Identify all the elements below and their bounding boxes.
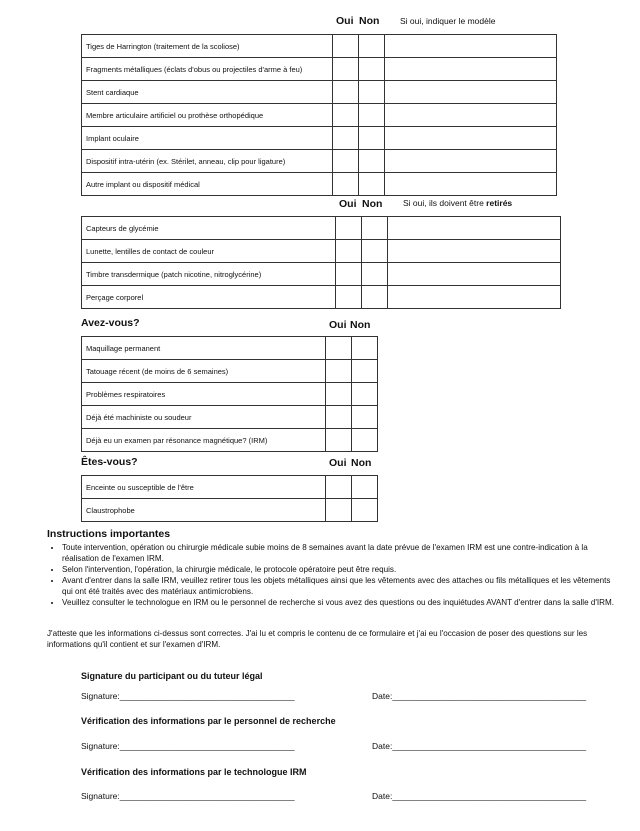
table-row — [82, 499, 392, 522]
no-checkbox[interactable] — [358, 58, 384, 81]
model-field[interactable] — [384, 35, 556, 58]
yes-checkbox[interactable] — [332, 150, 358, 173]
table-row — [82, 263, 561, 286]
yes-checkbox[interactable] — [325, 337, 351, 360]
item-label: Membre articulaire artificiel ou prothèse orthopédique — [82, 104, 333, 127]
section1-note: Si oui, indiquer le modèle — [400, 16, 496, 26]
item-label: Perçage corporel — [82, 286, 336, 309]
table-row — [82, 360, 392, 383]
table-row — [82, 58, 557, 81]
item-label: Lunette, lentilles de contact de couleur — [82, 240, 336, 263]
yes-checkbox[interactable] — [332, 104, 358, 127]
section4-no-header: Non — [351, 457, 372, 469]
table-row — [82, 104, 557, 127]
table-row — [82, 217, 561, 240]
signature-participant-title: Signature du participant ou du tuteur légal — [81, 671, 263, 681]
model-field[interactable] — [384, 173, 556, 196]
item-label: Déjà eu un examen par résonance magnétique? (IRM) — [82, 429, 326, 452]
signature-participant-field[interactable]: Signature:_____________________________________ — [81, 691, 295, 701]
yes-checkbox[interactable] — [325, 499, 351, 522]
attestation-text: J'atteste que les informations ci-dessus sont correctes. J'ai lu et compris le contenu de ce formulaire et j'ai eu l'occasion de poser des questions sur les informations qu'il contient et sur l'examen d'IRM. — [47, 629, 588, 649]
detail-field[interactable] — [387, 217, 560, 240]
date-technologist-field[interactable]: Date:_________________________________________ — [372, 791, 587, 801]
section1-no-header: Non — [359, 15, 380, 27]
list-item: • Veuillez consulter le technologue en IRM ou le personnel de recherche si vous avez des questions ou des inquiétudes AVANT d'entrer dans la salle d'IRM. — [62, 597, 617, 608]
section2-note — [403, 198, 512, 208]
item-label: Tiges de Harrington (traitement de la scoliose) — [82, 35, 333, 58]
yes-checkbox[interactable] — [332, 173, 358, 196]
yes-checkbox[interactable] — [332, 35, 358, 58]
no-checkbox[interactable] — [358, 104, 384, 127]
signature-research-field[interactable]: Signature:_____________________________________ — [81, 741, 295, 751]
item-label: Fragments métalliques (éclats d'obus ou projectiles d'arme à feu) — [82, 58, 333, 81]
no-checkbox[interactable] — [361, 286, 387, 309]
table-row — [82, 81, 557, 104]
detail-field[interactable] — [387, 286, 560, 309]
model-field[interactable] — [384, 127, 556, 150]
yes-checkbox[interactable] — [325, 429, 351, 452]
section1-table — [81, 34, 557, 196]
table-row — [82, 383, 392, 406]
item-label: Enceinte ou susceptible de l'être — [82, 476, 326, 499]
item-label: Tatouage récent (de moins de 6 semaines) — [82, 360, 326, 383]
yes-checkbox[interactable] — [325, 383, 351, 406]
model-field[interactable] — [384, 150, 556, 173]
yes-checkbox[interactable] — [325, 360, 351, 383]
item-label: Autre implant ou dispositif médical — [82, 173, 333, 196]
table-row — [82, 240, 561, 263]
signature-technologist-field[interactable]: Signature:_____________________________________ — [81, 791, 295, 801]
no-checkbox[interactable] — [358, 35, 384, 58]
section2-yes-header: Oui — [339, 198, 357, 210]
item-label: Problèmes respiratoires — [82, 383, 326, 406]
no-checkbox[interactable] — [361, 240, 387, 263]
signature-research-title: Vérification des informations par le personnel de recherche — [81, 716, 336, 726]
item-label: Stent cardiaque — [82, 81, 333, 104]
yes-checkbox[interactable] — [335, 286, 361, 309]
model-field[interactable] — [384, 104, 556, 127]
yes-checkbox[interactable] — [325, 406, 351, 429]
section2-table — [81, 216, 561, 309]
section2-note-prefix: Si oui, ils doivent être — [403, 198, 484, 208]
signature-technologist-title: Vérification des informations par le technologue IRM — [81, 767, 307, 777]
no-checkbox[interactable] — [351, 406, 377, 429]
yes-checkbox[interactable] — [332, 127, 358, 150]
yes-checkbox[interactable] — [335, 263, 361, 286]
table-row — [82, 476, 392, 499]
model-field[interactable] — [384, 58, 556, 81]
item-label: Timbre transdermique (patch nicotine, nitroglycérine) — [82, 263, 336, 286]
model-field[interactable] — [384, 81, 556, 104]
item-label: Capteurs de glycémie — [82, 217, 336, 240]
date-participant-field[interactable]: Date:_________________________________________ — [372, 691, 587, 701]
instructions-list — [47, 542, 617, 608]
section4-title: Êtes-vous? — [81, 456, 138, 468]
no-checkbox[interactable] — [361, 263, 387, 286]
table-row — [82, 127, 557, 150]
yes-checkbox[interactable] — [335, 217, 361, 240]
item-label: Dispositif intra-utérin (ex. Stérilet, anneau, clip pour ligature) — [82, 150, 333, 173]
date-research-field[interactable]: Date:_________________________________________ — [372, 741, 587, 751]
item-label: Implant oculaire — [82, 127, 333, 150]
table-row — [82, 337, 392, 360]
no-checkbox[interactable] — [351, 429, 377, 452]
list-item: • Selon l'intervention, l'opération, la chirurgie médicale, le protocole opératoire peut être requis. — [62, 564, 617, 575]
yes-checkbox[interactable] — [335, 240, 361, 263]
table-row — [82, 286, 561, 309]
yes-checkbox[interactable] — [332, 58, 358, 81]
no-checkbox[interactable] — [361, 217, 387, 240]
section3-yes-header: Oui — [329, 319, 347, 331]
item-label: Claustrophobe — [82, 499, 326, 522]
table-row — [82, 173, 557, 196]
item-label: Maquillage permanent — [82, 337, 326, 360]
table-row — [82, 429, 392, 452]
section2-no-header: Non — [362, 198, 383, 210]
no-checkbox[interactable] — [358, 81, 384, 104]
section4-yes-header: Oui — [329, 457, 347, 469]
no-checkbox[interactable] — [351, 383, 377, 406]
no-checkbox[interactable] — [358, 150, 384, 173]
instructions-title: Instructions importantes — [47, 528, 171, 540]
no-checkbox[interactable] — [351, 476, 377, 499]
section3-title: Avez-vous? — [81, 317, 140, 329]
list-item: • Toute intervention, opération ou chirurgie médicale subie moins de 8 semaines avant la date prévue de l'examen IRM est une contre-indication à la réalisation de l'examen IRM. — [62, 542, 617, 564]
yes-checkbox[interactable] — [325, 476, 351, 499]
no-checkbox[interactable] — [351, 499, 377, 522]
no-checkbox[interactable] — [351, 337, 377, 360]
section3-no-header: Non — [350, 319, 371, 331]
section4-table — [81, 475, 391, 522]
section2-note-bold: retirés — [486, 198, 513, 208]
section1-yes-header: Oui — [336, 15, 354, 27]
table-row — [82, 406, 392, 429]
detail-field[interactable] — [387, 240, 560, 263]
section3-table — [81, 336, 391, 452]
table-row — [82, 35, 557, 58]
no-checkbox[interactable] — [358, 127, 384, 150]
list-item: • Avant d'entrer dans la salle IRM, veuillez retirer tous les objets métalliques ainsi que les vêtements avec des attaches ou fils métalliques et les vêtements qui ont été traités avec des matériaux antimicrobiens. — [62, 575, 617, 597]
table-row — [82, 150, 557, 173]
no-checkbox[interactable] — [358, 173, 384, 196]
detail-field[interactable] — [387, 263, 560, 286]
item-label: Déjà été machiniste ou soudeur — [82, 406, 326, 429]
no-checkbox[interactable] — [351, 360, 377, 383]
yes-checkbox[interactable] — [332, 81, 358, 104]
